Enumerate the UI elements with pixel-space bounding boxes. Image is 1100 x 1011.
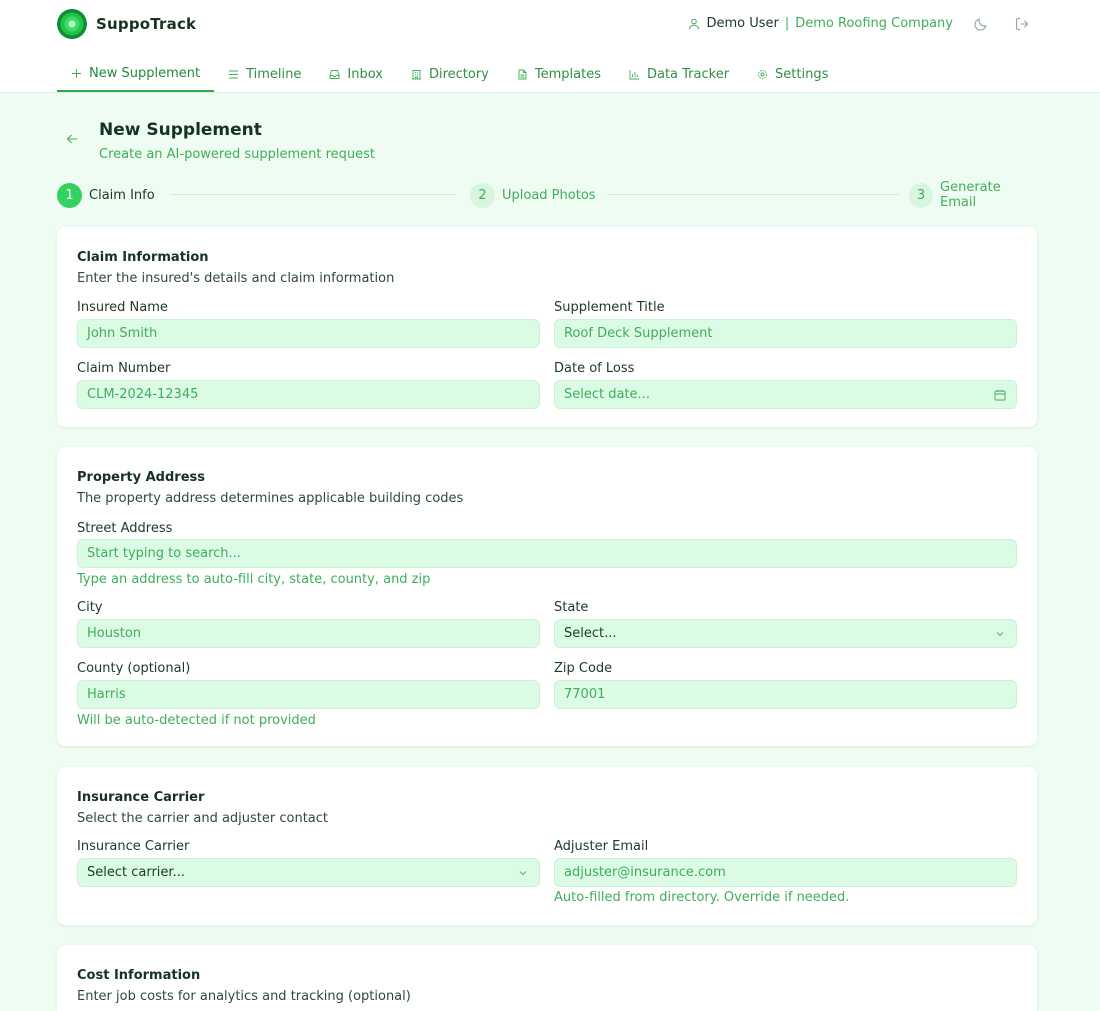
- moon-icon[interactable]: [973, 16, 989, 32]
- adjuster-email-label: Adjuster Email: [554, 839, 649, 854]
- property-address-card: [57, 447, 1037, 746]
- step-generate-email[interactable]: [909, 182, 1037, 208]
- card-title: Property Address: [77, 470, 205, 485]
- step-number: 1: [57, 183, 82, 208]
- step-number: 2: [470, 183, 495, 208]
- tab-inbox[interactable]: [315, 56, 397, 92]
- step-label: Claim Info: [89, 187, 155, 203]
- plus-icon: [71, 68, 82, 79]
- claim-number-input[interactable]: CLM-2024-12345: [77, 380, 540, 409]
- step-label: Generate Email: [940, 180, 1001, 210]
- top-bar: [0, 0, 1100, 93]
- step-connector: [170, 194, 456, 195]
- adjuster-email-input[interactable]: adjuster@insurance.com: [554, 858, 1017, 887]
- street-address-input[interactable]: Start typing to search...: [77, 539, 1017, 568]
- building-icon: [411, 69, 422, 80]
- city-label: City: [77, 600, 103, 615]
- step-number: 3: [909, 183, 933, 208]
- tab-label: Timeline: [246, 66, 302, 82]
- card-title: Cost Information: [77, 968, 201, 983]
- insurance-carrier-value: Select carrier...: [87, 865, 185, 880]
- street-address-hint: Type an address to auto-fill city, state, county, and zip: [77, 572, 431, 587]
- page-title: New Supplement: [99, 120, 262, 140]
- insured-name-input[interactable]: John Smith: [77, 319, 540, 348]
- date-of-loss-label: Date of Loss: [554, 361, 635, 376]
- tab-timeline[interactable]: [214, 56, 315, 92]
- document-icon: [517, 69, 528, 80]
- tab-label: Data Tracker: [646, 66, 730, 82]
- insurance-carrier-card: [57, 767, 1037, 925]
- company-name: Demo Roofing Company: [795, 16, 953, 31]
- gear-icon: [757, 69, 768, 80]
- step-upload-photos[interactable]: [470, 182, 596, 208]
- zip-code-label: Zip Code: [554, 661, 613, 676]
- date-of-loss-picker[interactable]: [554, 380, 1017, 409]
- user-info: [688, 16, 953, 31]
- logo-icon: [57, 9, 87, 39]
- county-hint: Will be auto-detected if not provided: [77, 713, 316, 728]
- chevron-down-icon: [517, 867, 529, 879]
- brand[interactable]: [57, 9, 196, 39]
- insurance-carrier-select[interactable]: [77, 858, 540, 887]
- state-label: State: [554, 600, 589, 615]
- step-claim-info[interactable]: [57, 182, 155, 208]
- tab-directory[interactable]: [397, 56, 503, 92]
- tab-label: Settings: [775, 66, 829, 82]
- supplement-title-input[interactable]: Roof Deck Supplement: [554, 319, 1017, 348]
- card-title: Insurance Carrier: [77, 790, 205, 805]
- tab-label: Templates: [534, 66, 601, 82]
- user-icon: [688, 18, 700, 30]
- separator: |: [784, 16, 790, 31]
- step-label: Upload Photos: [502, 187, 596, 203]
- zip-code-input[interactable]: 77001: [554, 680, 1017, 709]
- tab-label: Directory: [428, 66, 489, 82]
- inbox-icon: [329, 69, 340, 80]
- card-description: Select the carrier and adjuster contact: [77, 811, 329, 826]
- card-description: Enter job costs for analytics and tracking (optional): [77, 989, 411, 1004]
- state-select[interactable]: [554, 619, 1017, 648]
- bar-chart-icon: [629, 69, 640, 80]
- list-icon: [228, 69, 239, 80]
- main-nav: [57, 56, 842, 93]
- state-select-value: Select...: [564, 626, 617, 641]
- chevron-down-icon: [994, 628, 1006, 640]
- street-address-label: Street Address: [77, 521, 173, 536]
- card-description: The property address determines applicable building codes: [77, 491, 464, 506]
- tab-settings[interactable]: [743, 56, 842, 92]
- stepper: [57, 182, 1037, 208]
- date-of-loss-value: Select date...: [564, 387, 650, 402]
- card-description: Enter the insured's details and claim information: [77, 271, 395, 286]
- page-subtitle: Create an AI-powered supplement request: [99, 147, 376, 162]
- tab-label: Inbox: [347, 66, 383, 82]
- tab-data-tracker[interactable]: [615, 56, 743, 92]
- tab-new-supplement[interactable]: [57, 56, 214, 92]
- back-arrow-icon[interactable]: [64, 131, 80, 147]
- step-connector: [607, 194, 899, 195]
- calendar-icon: [994, 389, 1006, 401]
- logout-icon[interactable]: [1014, 16, 1030, 32]
- card-title: Claim Information: [77, 250, 209, 265]
- county-label: County (optional): [77, 661, 191, 676]
- adjuster-email-hint: Auto-filled from directory. Override if needed.: [554, 890, 850, 905]
- city-input[interactable]: Houston: [77, 619, 540, 648]
- insurance-carrier-label: Insurance Carrier: [77, 839, 190, 854]
- supplement-title-label: Supplement Title: [554, 300, 665, 315]
- tab-label: New Supplement: [89, 65, 201, 81]
- claim-number-label: Claim Number: [77, 361, 171, 376]
- county-input[interactable]: Harris: [77, 680, 540, 709]
- claim-information-card: [57, 227, 1037, 427]
- tab-templates[interactable]: [503, 56, 615, 92]
- insured-name-label: Insured Name: [77, 300, 168, 315]
- cost-information-card: [57, 945, 1037, 1011]
- app-name: SuppoTrack: [96, 15, 197, 33]
- user-name: Demo User: [706, 16, 779, 31]
